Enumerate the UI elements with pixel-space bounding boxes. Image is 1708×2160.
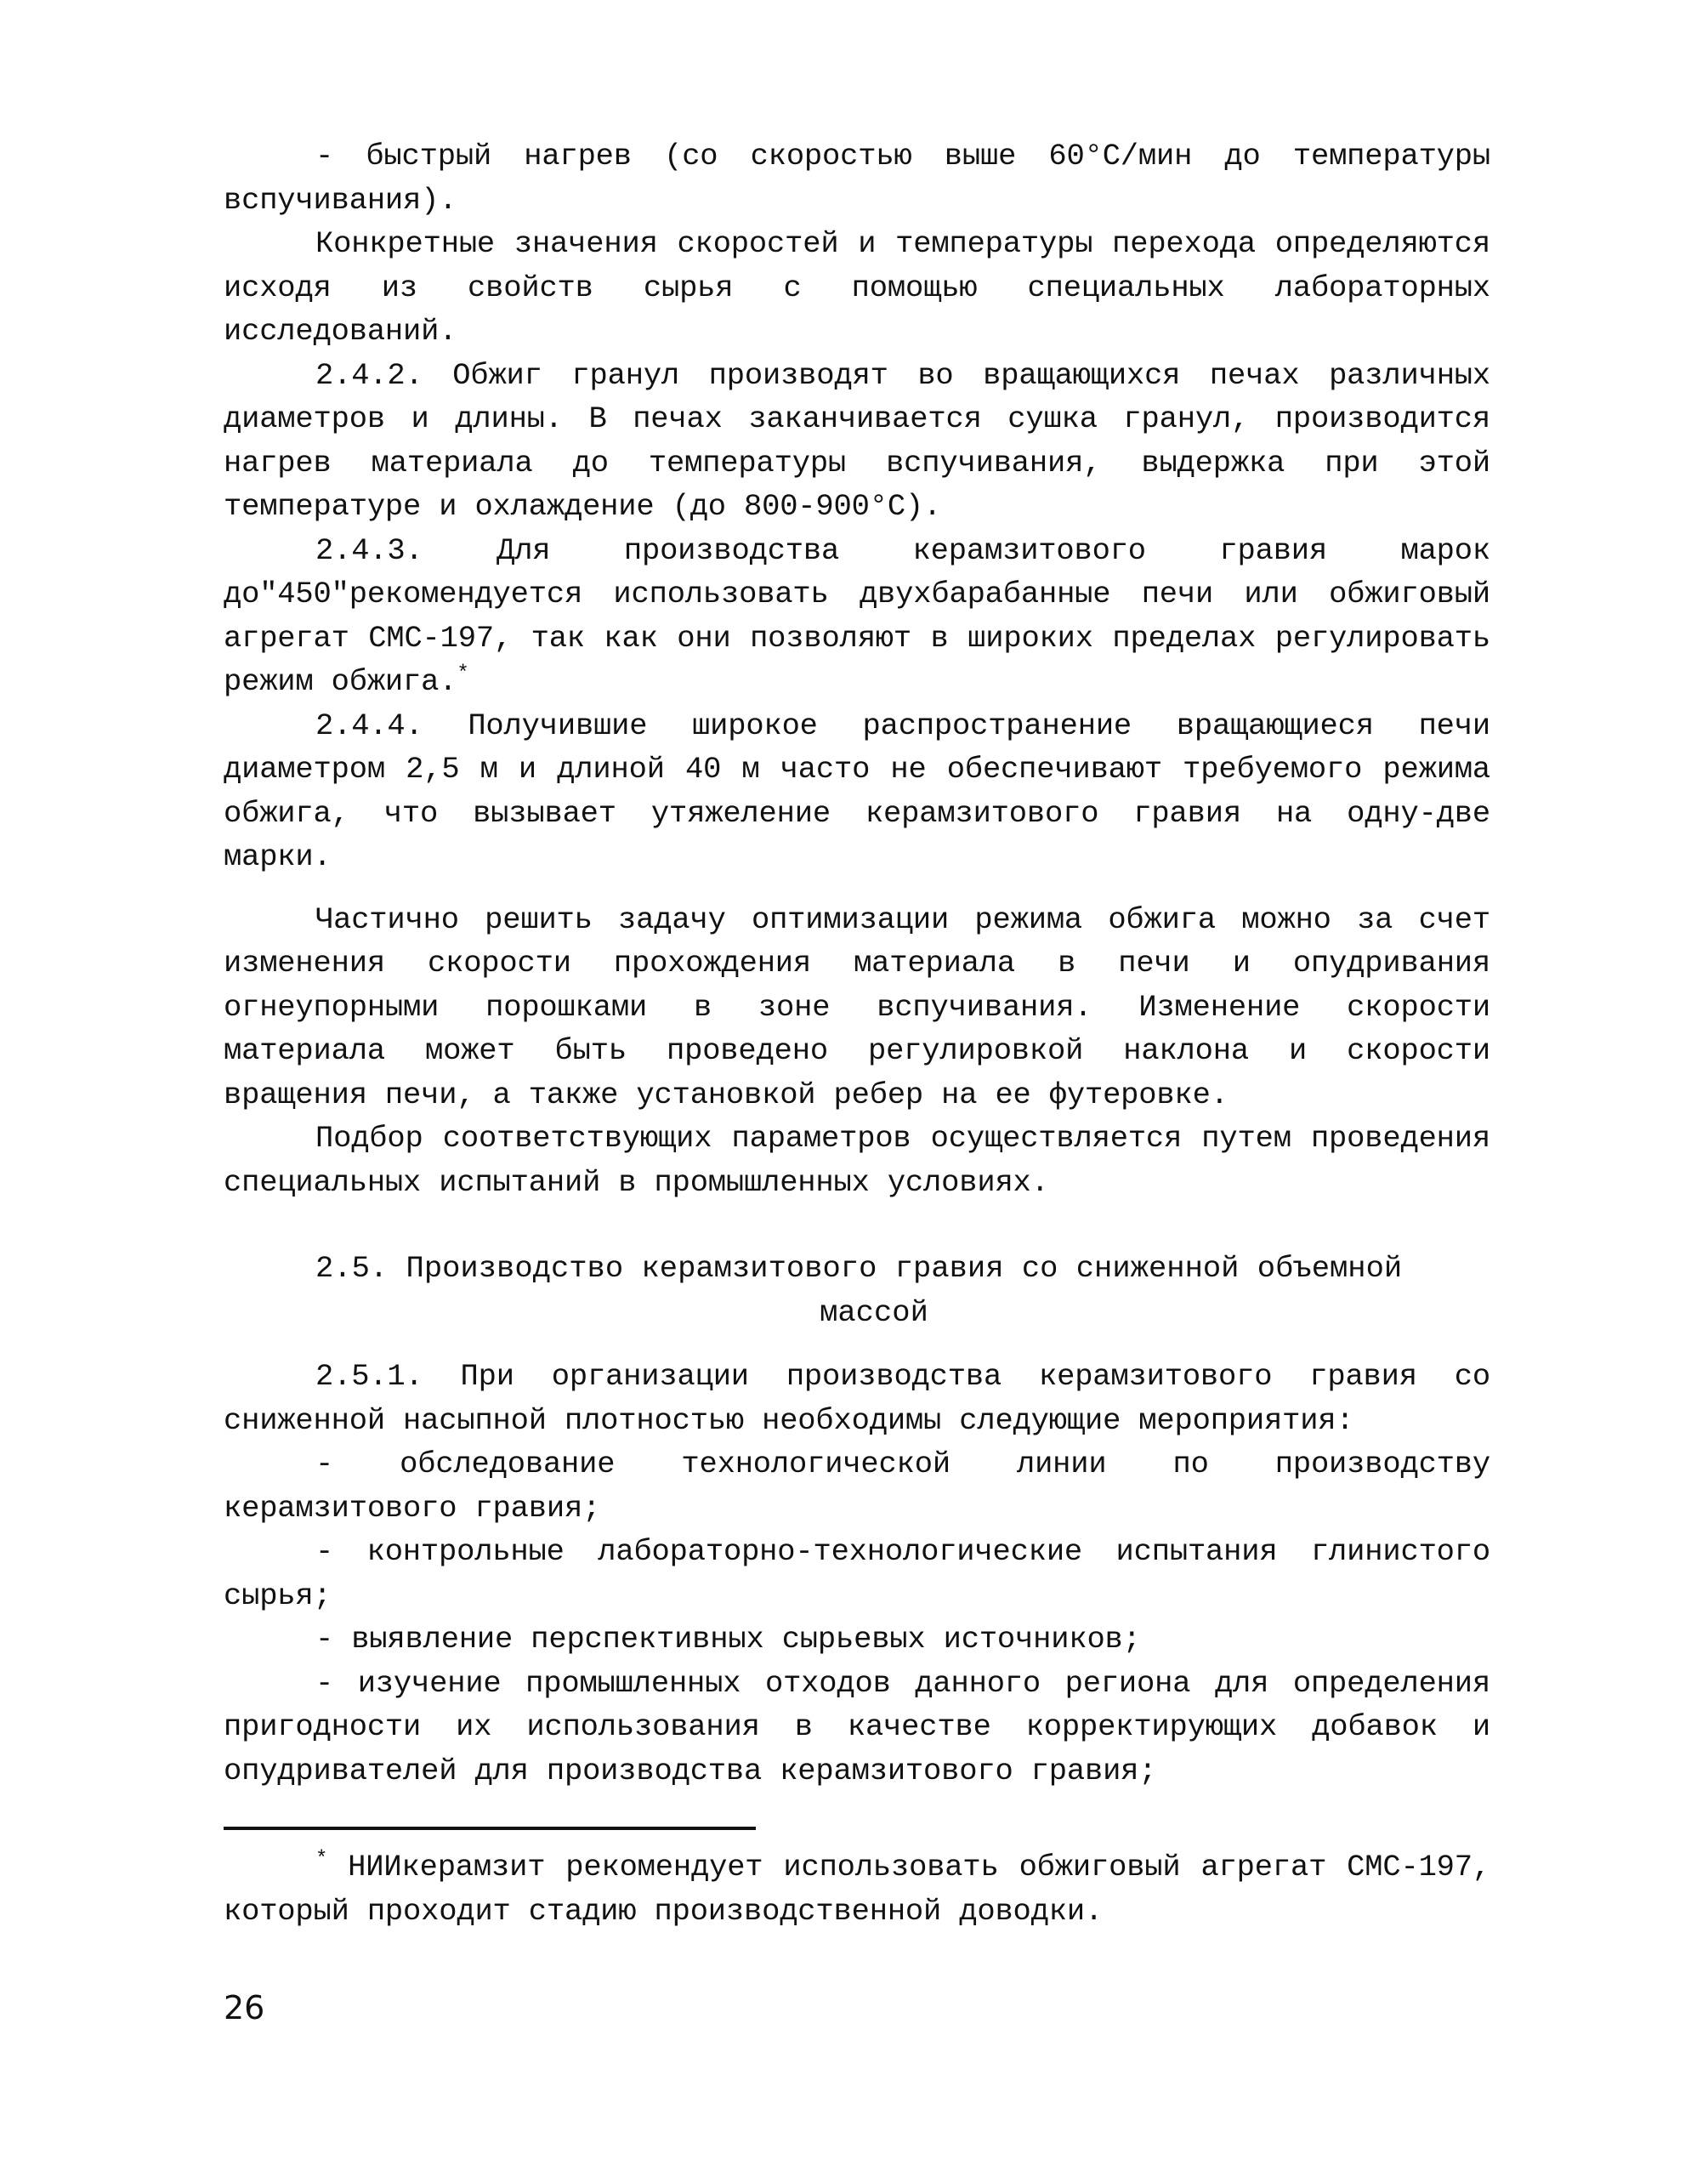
paragraph-2-4-4: 2.4.4. Получившие широкое распространение вращающиеся печи диаметром 2,5 м и длиной 40 м часто не обеспечивают требуемого режима обжига, что вызывает утяжеление керамзитового гравия на одну-две марки. [224,708,1490,874]
paragraph-fast-heating: - быстрый нагрев (со скоростью выше 60°С/мин до температуры вспучивания). [224,139,1490,218]
paragraph-2-4-3 [224,529,1490,704]
paragraph-partial-solution: Частично решить задачу оптимизации режима обжига можно за счет изменения скорости прохождения материала в печи и опудривания огнеупорными порошками в зоне вспучивания. Изменение скорости материала может быть проведено регулировкой наклона и скорости вращения печи, а также установкой ребер на ее футеровке. [224,901,1490,1112]
footnote-text: НИИкерамзит рекомендует использовать обжиговый агрегат СМС-197, который проходит стадию производственной доводки. [224,1850,1490,1929]
footnote-reference-mark: * [457,662,469,686]
paragraph-parameter-selection: Подбор соответствующих параметров осуществляется путем проведения специальных испытаний в промышленных условиях. [224,1121,1490,1200]
paragraph-specific-values: Конкретные значения скоростей и температуры перехода определяются исходя из свойств сырья с помощью специальных лабораторных исследований. [224,226,1490,349]
section-heading-line2: массой [820,1294,928,1330]
paragraph-2-5-1: 2.5.1. При организации производства керамзитового гравия со сниженной насыпной плотностью необходимы следующие мероприятия: [224,1359,1490,1438]
page-number: 26 [224,1989,265,2026]
paragraph-2-4-2: 2.4.2. Обжиг гранул производят во вращающихся печах различных диаметров и длины. В печах заканчивается сушка гранул, производится нагрев материала до температуры вспучивания, выдержка при этой температуре и охлаждение (до 800-900°С). [224,357,1490,524]
body-text [224,134,1490,1793]
list-item-control-tests: - контрольные лабораторно-технологические испытания глинистого сырья; [224,1534,1490,1613]
section-heading-2-5 [224,1247,1490,1334]
paragraph-2-4-3-text: 2.4.3. Для производства керамзитового гравия марок до"450"рекомендуется использовать двухбарабанные печи или обжиговый агрегат СМС-197, так как они позволяют в широких пределах регулировать режим обжига. [224,532,1490,699]
list-item-raw-sources: - выявление перспективных сырьевых источников; [315,1622,1141,1657]
list-item-line-survey: - обследование технологической линии по производству керамзитового гравия; [224,1447,1490,1526]
footnote [224,1845,1490,1933]
list-item-industrial-waste: - изучение промышленных отходов данного региона для определения пригодности их использования в качестве корректирующих добавок и опудривателей для производства керамзитового гравия; [224,1665,1490,1788]
section-heading-line1: 2.5. Производство керамзитового гравия со сниженной объемной [315,1251,1403,1286]
footnote-separator [224,1827,756,1830]
footnote-mark: * [315,1848,328,1872]
